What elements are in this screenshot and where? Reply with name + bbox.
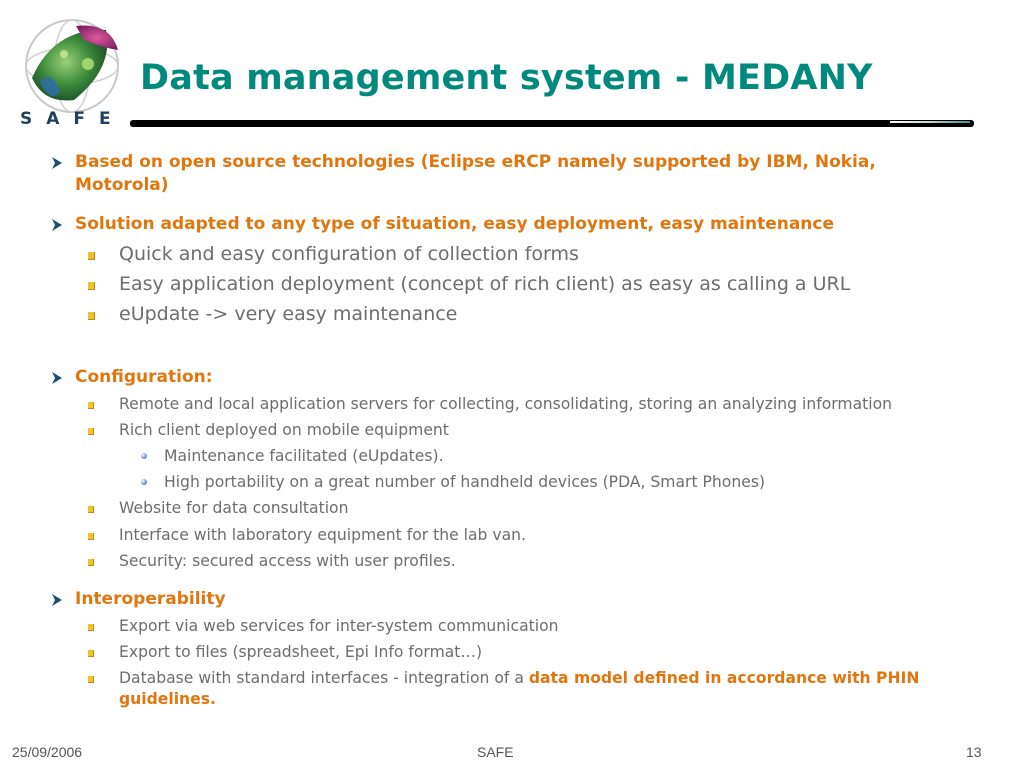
square-bullet-icon bbox=[88, 650, 94, 657]
bullet-text bbox=[119, 668, 1009, 710]
square-bullet-icon bbox=[88, 676, 94, 683]
bullet-text: Quick and easy configuration of collection forms bbox=[119, 243, 579, 265]
bullet-text: Configuration: bbox=[75, 367, 213, 387]
bullet-text: Website for data consultation bbox=[119, 499, 349, 517]
bullet-text: High portability on a great number of handheld devices (PDA, Smart Phones) bbox=[164, 473, 766, 491]
bullet-text: Remote and local application servers for collecting, consolidating, storing an analyzing information bbox=[119, 395, 893, 413]
arrow-bullet-icon bbox=[52, 219, 62, 231]
square-bullet-icon bbox=[88, 428, 94, 435]
footer-page-number: 13 bbox=[966, 744, 982, 760]
bullet-text: Easy application deployment (concept of rich client) as easy as calling a URL bbox=[119, 273, 851, 295]
footer-date: 25/09/2006 bbox=[12, 744, 83, 760]
square-bullet-icon bbox=[88, 624, 94, 631]
bullet-text-prefix: Database with standard interfaces - integration of a bbox=[119, 669, 529, 687]
square-bullet-icon bbox=[88, 533, 94, 540]
bullet-text: Rich client deployed on mobile equipment bbox=[119, 421, 449, 439]
square-bullet-icon bbox=[88, 559, 94, 566]
bullet-text: Export via web services for inter-system communication bbox=[119, 617, 559, 635]
bullet-text: Solution adapted to any type of situation, easy deployment, easy maintenance bbox=[75, 214, 835, 234]
bullet-text: Security: secured access with user profiles. bbox=[119, 552, 456, 570]
bullet-text: Maintenance facilitated (eUpdates). bbox=[164, 447, 444, 465]
bullet-text: Interface with laboratory equipment for the lab van. bbox=[119, 526, 527, 544]
arrow-bullet-icon bbox=[52, 157, 62, 169]
logo-text: SAFE bbox=[20, 109, 125, 129]
bullet-text: Export to files (spreadsheet, Epi Info format…) bbox=[119, 643, 483, 661]
bullet-text: Based on open source technologies (Eclipse eRCP namely supported by IBM, Nokia, Motorola) bbox=[75, 152, 876, 195]
footer-center-text: SAFE bbox=[477, 744, 514, 760]
bullet-text: Interoperability bbox=[75, 589, 226, 609]
arrow-bullet-icon bbox=[52, 372, 62, 384]
bullet-text: eUpdate -> very easy maintenance bbox=[119, 303, 458, 325]
round-bullet-icon bbox=[141, 479, 147, 485]
square-bullet-icon bbox=[88, 506, 94, 513]
square-bullet-icon bbox=[88, 282, 95, 290]
round-bullet-icon bbox=[141, 453, 147, 459]
square-bullet-icon bbox=[88, 402, 94, 409]
slide-title: Data management system - MEDANY bbox=[140, 58, 873, 98]
square-bullet-icon bbox=[88, 252, 95, 260]
bullet-text-highlight: data model defined in accordance with PHIN guidelines. bbox=[119, 669, 920, 708]
square-bullet-icon bbox=[88, 312, 95, 320]
arrow-bullet-icon bbox=[52, 594, 62, 606]
